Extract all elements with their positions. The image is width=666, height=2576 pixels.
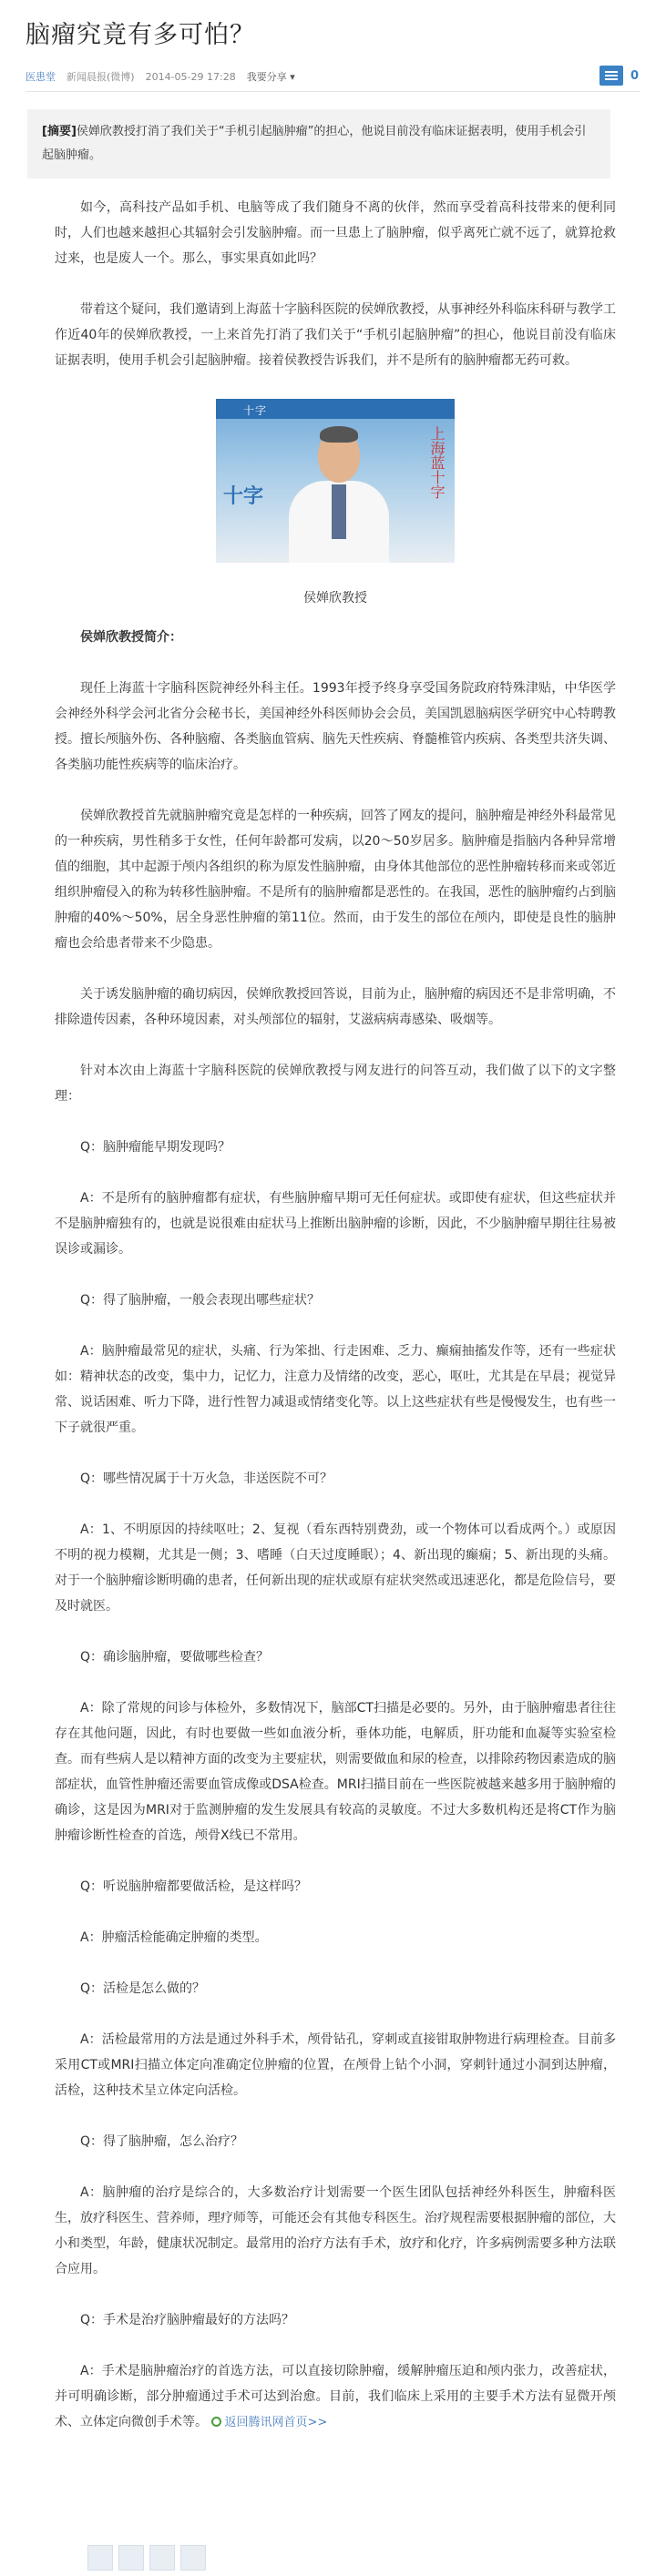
header-divider bbox=[26, 91, 640, 92]
comment-widget[interactable] bbox=[599, 66, 639, 86]
share-renren-icon[interactable] bbox=[180, 2545, 206, 2571]
tencent-home-icon bbox=[211, 2417, 221, 2427]
question-paragraph bbox=[55, 1874, 616, 1899]
author-link[interactable]: 医患堂 bbox=[26, 71, 56, 83]
home-link-label: 返回腾讯网首页>> bbox=[224, 2416, 328, 2429]
summary-text: 侯婵欣教授打消了我们关于“手机引起脑肿瘤”的担心，他说目前没有临床证据表明，使用手机会引起脑肿瘤。 bbox=[42, 125, 587, 162]
question-paragraph bbox=[55, 1135, 616, 1160]
answer-paragraph bbox=[55, 1339, 616, 1441]
paragraph: 带着这个疑问，我们邀请到上海蓝十字脑科医院的侯婵欣教授，从事神经外科临床科研与教学工作近40年的侯婵欣教授，一上来首先打消了我们关于“手机引起脑肿瘤”的担心，他说目前没有临床证据表明，使用手机会引起脑肿瘤。接着侯教授告诉我们，并不是所有的脑肿瘤都无药可救。 bbox=[55, 302, 616, 368]
comment-count[interactable]: 0 bbox=[630, 68, 639, 83]
professor-photo bbox=[216, 399, 455, 563]
share-label: 我要分享 bbox=[246, 71, 287, 83]
paragraph-text: Q：脑肿瘤能早期发现吗？ bbox=[80, 1140, 231, 1155]
question-paragraph bbox=[55, 1644, 616, 1670]
paragraph bbox=[55, 803, 616, 956]
answer-paragraph bbox=[55, 1186, 616, 1262]
share-weibo-icon[interactable] bbox=[87, 2545, 113, 2571]
article-meta bbox=[26, 69, 295, 84]
answer-paragraph bbox=[55, 2027, 616, 2103]
article-title: 脑瘤究竟有多可怕？ bbox=[26, 21, 255, 49]
answer-paragraph bbox=[55, 1925, 616, 1950]
paragraph-text: Q：听说脑肿瘤都要做活检，是这样吗？ bbox=[80, 1879, 308, 1894]
article-figure bbox=[55, 399, 616, 606]
share-button[interactable] bbox=[247, 69, 295, 84]
comment-icon[interactable] bbox=[599, 66, 623, 86]
paragraph-text: Q：哪些情况属于十万火急，非送医院不可？ bbox=[80, 1471, 333, 1486]
answer-paragraph bbox=[55, 1695, 616, 1848]
paragraph-text: A：不是所有的脑肿瘤都有症状，有些脑肿瘤早期可无任何症状。或即使有症状，但这些症状并不是脑肿瘤独有的，也就是说很难由症状马上推断出脑肿瘤的诊断，因此，不少脑肿瘤早期往往易被误诊或漏诊。 bbox=[55, 1191, 616, 1257]
article-body bbox=[55, 195, 616, 2461]
question-paragraph bbox=[55, 1466, 616, 1492]
answer-paragraph bbox=[55, 1517, 616, 1619]
paragraph-text: A：手术是脑肿瘤治疗的首选方法，可以直接切除肿瘤，缓解肿瘤压迫和颅内张力，改善症状，并可明确诊断，部分肿瘤通过手术可达到治愈。目前，我们临床上采用的主要手术方法有显微开颅术、立体定向微创手术等。 bbox=[55, 2364, 616, 2429]
photo-side-text: 上海蓝十字 bbox=[428, 426, 446, 499]
paragraph-text: Q：确诊脑肿瘤，要做哪些检查？ bbox=[80, 1650, 270, 1665]
paragraph: 如今，高科技产品如手机、电脑等成了我们随身不离的伙伴，然而享受着高科技带来的便利同时，人们也越来越担心其辐射会引发脑肿瘤。而一旦患上了脑肿瘤，似乎离死亡就不远了，就算抢救过来，也是废人一个。那么，事实果真如此吗？ bbox=[55, 200, 616, 266]
paragraph-text: 关于诱发脑肿瘤的确切病因，侯婵欣教授回答说，目前为止，脑肿瘤的病因还不是非常明确，不排除遗传因素，各种环境因素，对头颅部位的辐射，艾滋病病毒感染、吸烟等。 bbox=[55, 987, 616, 1027]
question-paragraph bbox=[55, 1288, 616, 1313]
hospital-logo: 十字 bbox=[223, 485, 264, 508]
paragraph bbox=[55, 1058, 616, 1109]
question-paragraph bbox=[55, 2307, 616, 2333]
publish-time: 2014-05-29 17:28 bbox=[145, 70, 236, 83]
source-label: 新闻晨报(微博) bbox=[67, 71, 135, 83]
paragraph-text: A：脑肿瘤的治疗是综合的，大多数治疗计划需要一个医生团队包括神经外科医生，肿瘤科医生，放疗科医生、营养师，理疗师等，可能还会有其他专科医生。治疗规程需要根据肿瘤的部位，大小和类型，年龄，健康状况制定。最常用的治疗方法有手术，放疗和化疗，许多病例需要多种方法联合应用。 bbox=[55, 2185, 616, 2276]
paragraph-text: 现任上海蓝十字脑科医院神经外科主任。1993年授予终身享受国务院政府特殊津贴，中华医学会神经外科学会河北省分会秘书长，美国神经外科医师协会会员，美国凯恩脑病医学研究中心特聘教授。擅长颅脑外伤、各种脑瘤、各类脑血管病、脑先天性疾病、脊髓椎管内疾病、各类型共济失调、各类脑功能性疾病等的临床治疗。 bbox=[55, 681, 616, 772]
home-link[interactable] bbox=[211, 2416, 327, 2429]
share-toolbar bbox=[87, 2545, 206, 2571]
paragraph bbox=[55, 982, 616, 1033]
photo-banner-text: 十字 bbox=[243, 404, 268, 417]
question-paragraph bbox=[55, 2129, 616, 2154]
article-summary bbox=[27, 109, 610, 178]
paragraph-text: 侯婵欣教授首先就脑肿瘤究竟是怎样的一种疾病，回答了网友的提问，脑肿瘤是神经外科最常见的一种疾病，男性稍多于女性，任何年龄都可发病，以20～50岁居多。脑肿瘤是指脑内各种异常增值的细胞，其中起源于颅内各组织的称为原发性脑肿瘤，由身体其他部位的恶性肿瘤转移而来或邻近组织肿瘤侵入的称为转移性脑肿瘤。不是所有的脑肿瘤都是恶性的。在我国，恶性的脑肿瘤约占到脑肿瘤的40%～50%，居全身恶性肿瘤的第11位。然而，由于发生的部位在颅内，即使是良性的脑肿瘤也会给患者带来不少隐患。 bbox=[55, 809, 616, 951]
paragraph-text: Q：得了脑肿瘤，一般会表现出哪些症状？ bbox=[80, 1293, 321, 1308]
paragraph-text: A：1、不明原因的持续呕吐；2、复视（看东西特别费劲，或一个物体可以看成两个。）或原因不明的视力模糊，尤其是一侧；3、嗜睡（白天过度睡眠）；4、新出现的癫痫；5、新出现的头痛。对于一个脑肿瘤诊断明确的患者，任何新出现的症状或原有症状突然或迅速恶化，都是危险信号，要及时就医。 bbox=[55, 1522, 616, 1614]
section-heading: 侯婵欣教授简介： bbox=[80, 630, 182, 645]
paragraph-text: A：活检最常用的方法是通过外科手术，颅骨钻孔，穿刺或直接钳取肿物进行病理检查。目前多采用CT或MRI扫描立体定向准确定位肿瘤的位置，在颅骨上钻个小洞，穿刺针通过小洞到达肿瘤，活检，这种技术呈立体定向活检。 bbox=[55, 2032, 616, 2098]
answer-paragraph bbox=[55, 2180, 616, 2282]
paragraph-text: A：脑肿瘤最常见的症状，头痛、行为笨拙、行走困难、乏力、癫痫抽搐发作等，还有一些症状如：精神状态的改变，集中力，记忆力，注意力及情绪的改变，恶心，呕吐，尤其是在早晨；视觉异常、说话困难、听力下降，进行性智力减退或情绪变化等。以上这些症状有些是慢慢发生，也有些一下子就很严重。 bbox=[55, 1344, 616, 1435]
paragraph-list bbox=[55, 676, 616, 2436]
share-arrow-icon: ▾ bbox=[290, 71, 295, 83]
paragraph-text: Q：活检是怎么做的？ bbox=[80, 1981, 206, 1996]
share-qzone-icon[interactable] bbox=[118, 2545, 144, 2571]
paragraph-text: Q：手术是治疗脑肿瘤最好的方法吗？ bbox=[80, 2313, 295, 2327]
paragraph-text: A：肿瘤活检能确定肿瘤的类型。 bbox=[80, 1930, 268, 1945]
paragraph-text: 针对本次由上海蓝十字脑科医院的侯婵欣教授与网友进行的问答互动，我们做了以下的文字整理： bbox=[55, 1064, 616, 1104]
paragraph-text: Q：得了脑肿瘤，怎么治疗？ bbox=[80, 2134, 244, 2149]
answer-paragraph bbox=[55, 2358, 616, 2436]
summary-label: [摘要] bbox=[42, 125, 77, 138]
photo-caption: 侯婵欣教授 bbox=[303, 591, 367, 606]
share-qq-icon[interactable] bbox=[149, 2545, 175, 2571]
paragraph-text: A：除了常规的问诊与体检外，多数情况下，脑部CT扫描是必要的。另外，由于脑肿瘤患者往往存在其他问题，因此，有时也要做一些如血液分析，垂体功能，电解质，肝功能和血凝等实验室检查。而有些病人是以精神方面的改变为主要症状，则需要做血和尿的检查，以排除药物因素造成的脑部症状，血管性肿瘤还需要血管成像或DSA检查。MRI扫描目前在一些医院被越来越多用于脑肿瘤的确诊，这是因为MRI对于监测肿瘤的发生发展具有较高的灵敏度。不过大多数机构还是将CT作为脑肿瘤诊断性检查的首选，颅骨X线已不常用。 bbox=[55, 1701, 616, 1843]
question-paragraph bbox=[55, 1976, 616, 2001]
paragraph bbox=[55, 676, 616, 778]
